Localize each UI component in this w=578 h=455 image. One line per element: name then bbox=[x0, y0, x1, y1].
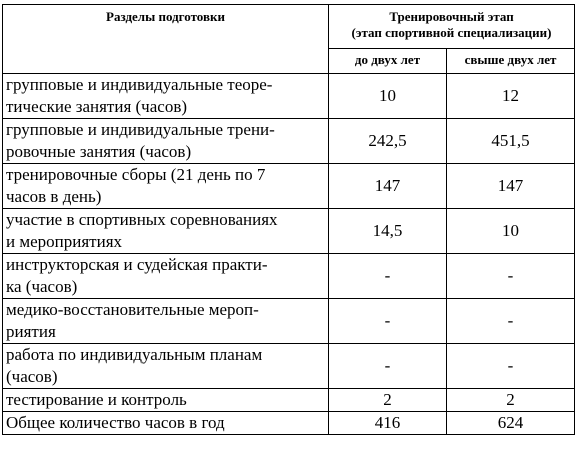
over-two-years-header: свыше двух лет bbox=[447, 49, 575, 74]
row-label-line: ка (часов) bbox=[6, 277, 78, 296]
table-row bbox=[3, 209, 575, 254]
row-label-line: тические занятия (часов) bbox=[6, 97, 188, 116]
row-label-line: и мероприятиях bbox=[6, 232, 123, 251]
value-over-two-years: 147 bbox=[447, 164, 575, 209]
value-over-two-years: 10 bbox=[447, 209, 575, 254]
row-label-line: работа по индивидуальным планам bbox=[6, 345, 263, 364]
table-row bbox=[3, 344, 575, 389]
row-label bbox=[3, 344, 329, 389]
table-row bbox=[3, 299, 575, 344]
training-stage-title: Тренировочный этап bbox=[389, 9, 514, 24]
value-over-two-years: 2 bbox=[447, 389, 575, 412]
value-up-to-two-years: 147 bbox=[329, 164, 447, 209]
row-label-line: участие в спортивных соревнованиях bbox=[6, 210, 278, 229]
value-over-two-years: - bbox=[447, 344, 575, 389]
value-up-to-two-years: - bbox=[329, 344, 447, 389]
row-label-line: ровочные занятия (часов) bbox=[6, 142, 192, 161]
row-label-line: инструкторская и судейская практи- bbox=[6, 255, 268, 274]
row-label-line: групповые и индивидуальные трени- bbox=[6, 120, 275, 139]
row-label bbox=[3, 389, 329, 412]
value-up-to-two-years: 10 bbox=[329, 74, 447, 119]
row-label-line: (часов) bbox=[6, 367, 58, 386]
sections-column-header: Разделы подготовки bbox=[3, 5, 329, 74]
value-up-to-two-years: 242,5 bbox=[329, 119, 447, 164]
total-row bbox=[3, 412, 575, 435]
row-label bbox=[3, 119, 329, 164]
value-over-two-years: - bbox=[447, 254, 575, 299]
row-label-line: тренировочные сборы (21 день по 7 bbox=[6, 165, 266, 184]
row-label-line: часов в день) bbox=[6, 187, 102, 206]
value-over-two-years: - bbox=[447, 299, 575, 344]
row-label bbox=[3, 299, 329, 344]
row-label bbox=[3, 209, 329, 254]
training-stage-subtitle: (этап спортивной специализации) bbox=[351, 25, 552, 40]
table-row bbox=[3, 389, 575, 412]
table-row bbox=[3, 74, 575, 119]
total-over-two-years: 624 bbox=[447, 412, 575, 435]
training-stage-header bbox=[329, 5, 575, 49]
table-row bbox=[3, 164, 575, 209]
row-label-line: медико-восстановительные мероп- bbox=[6, 300, 259, 319]
value-over-two-years: 451,5 bbox=[447, 119, 575, 164]
row-label bbox=[3, 254, 329, 299]
row-label-line: риятия bbox=[6, 322, 56, 341]
up-to-two-years-header: до двух лет bbox=[329, 49, 447, 74]
row-label-line: групповые и индивидуальные теоре- bbox=[6, 75, 273, 94]
table-row bbox=[3, 119, 575, 164]
row-label-line: Общее количество часов в год bbox=[6, 413, 225, 432]
row-label bbox=[3, 74, 329, 119]
training-hours-table bbox=[2, 4, 575, 435]
value-up-to-two-years: - bbox=[329, 299, 447, 344]
row-label-line: тестирование и контроль bbox=[6, 390, 187, 409]
value-up-to-two-years: 2 bbox=[329, 389, 447, 412]
value-up-to-two-years: - bbox=[329, 254, 447, 299]
row-label bbox=[3, 164, 329, 209]
total-up-to-two-years: 416 bbox=[329, 412, 447, 435]
value-over-two-years: 12 bbox=[447, 74, 575, 119]
total-label bbox=[3, 412, 329, 435]
value-up-to-two-years: 14,5 bbox=[329, 209, 447, 254]
table-row bbox=[3, 254, 575, 299]
